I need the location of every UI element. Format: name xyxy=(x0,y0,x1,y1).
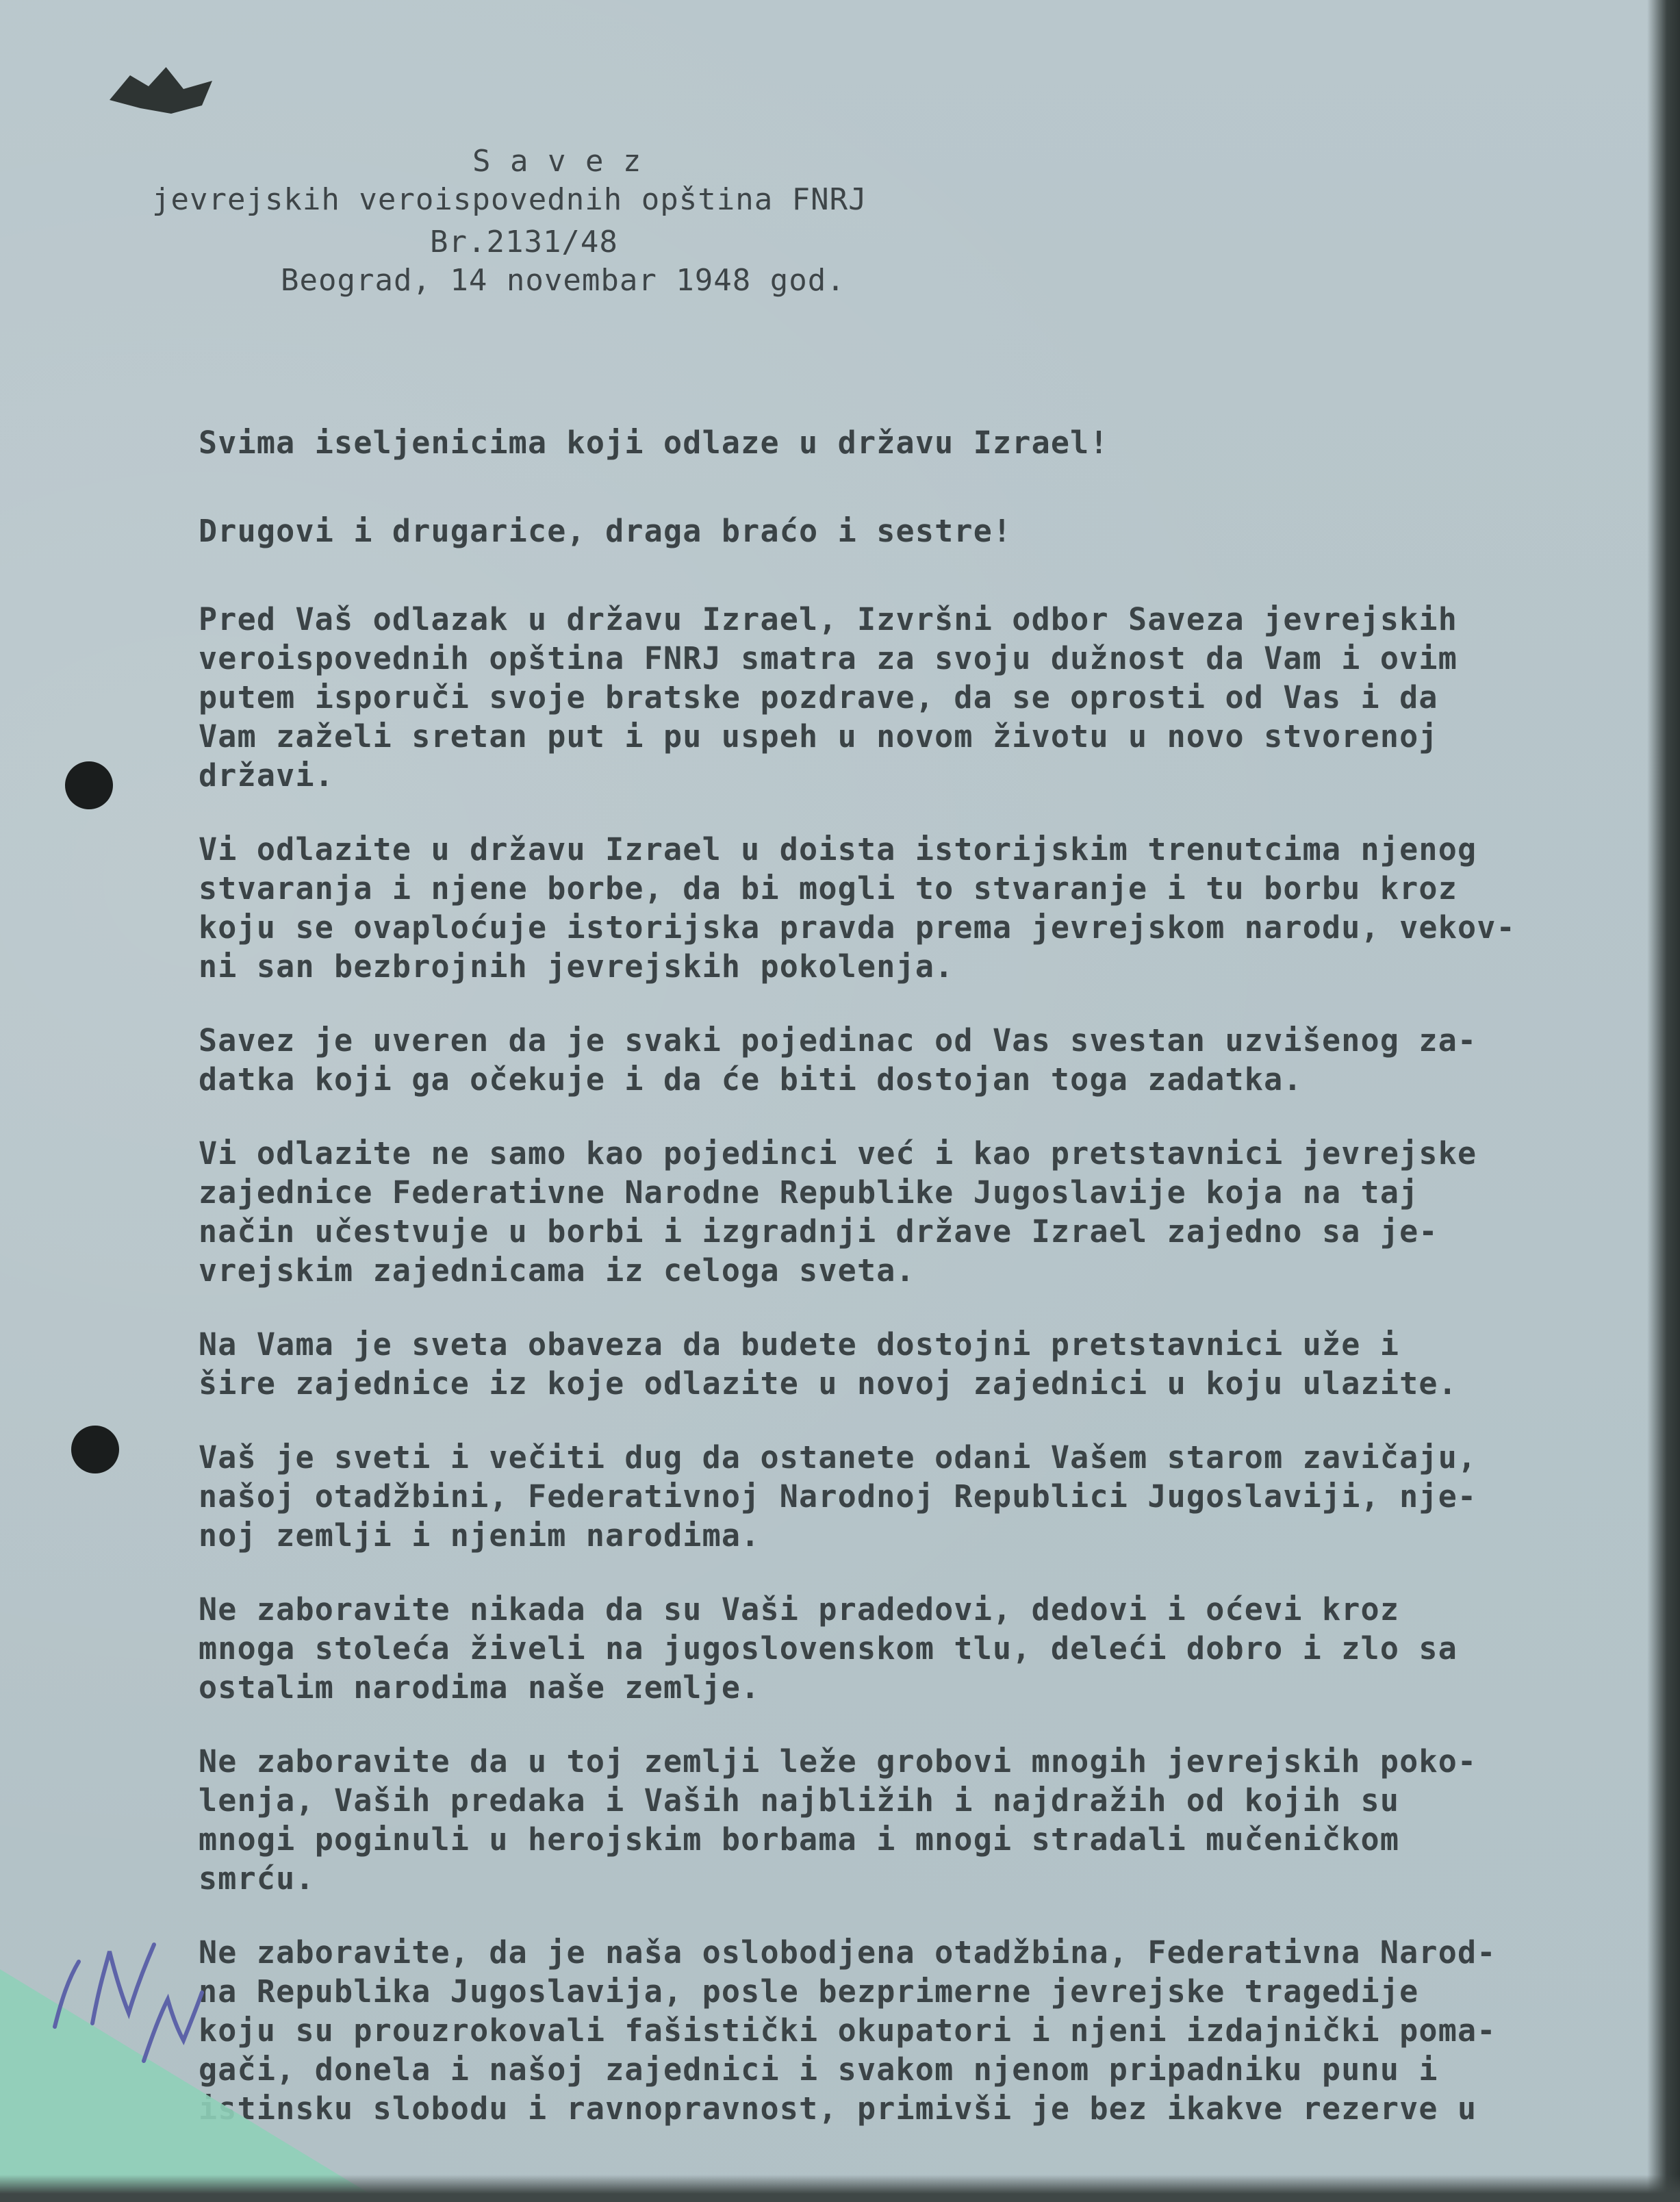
paragraph: Na Vama je sveta obaveza da budete dostojni pretstavnici uže i šire zajednice iz koje odlazite u novoj zajednici u koju ulazite. xyxy=(199,1326,1458,1402)
paragraph: Savez je uveren da je svaki pojedinac od Vas svestan uzvišenog za- datka koji ga očekuje i da će biti dostojan toga zadatka. xyxy=(199,1022,1477,1098)
paragraph: Pred Vaš odlazak u državu Izrael, Izvršni odbor Saveza jevrejskih veroispovednih opština FNRJ smatra za svoju dužnost da Vam i ovim putem isporuči svoje bratske pozdrave, da se oprosti od Vas i da Vam zaželi sretan put i pu uspeh u novom životu u novo stvorenoj državi. xyxy=(199,601,1458,794)
letter-body xyxy=(199,423,1609,2128)
handwritten-initials xyxy=(27,1897,219,2088)
paragraph: Vaš je sveti i večiti dug da ostanete odani Vašem starom zavičaju, našoj otadžbini, Federativnoj Narodnoj Republici Jugoslaviji, nje- noj zemlji i njenim narodima. xyxy=(199,1439,1477,1554)
punch-hole xyxy=(65,761,113,809)
paragraph: Vi odlazite u državu Izrael u doista istorijskim trenutcima njenog stvaranja i njene borbe, da bi mogli to stvaranje i tu borbu kroz koju se ovaploćuje istorijska pravda prema jevrejskom narodu, vekov- ni san bezbrojnih jevrejskih pokolenja. xyxy=(199,831,1516,985)
greeting: Drugovi i drugarice, draga braćo i sestre! xyxy=(199,513,1013,549)
organization-subtitle: jevrejskih veroispovednih opština FNRJ xyxy=(152,182,867,217)
salutation: Svima iseljenicima koji odlaze u državu Izrael! xyxy=(199,425,1109,461)
torn-corner xyxy=(110,62,212,116)
punch-hole xyxy=(71,1426,119,1473)
paragraph: Ne zaboravite, da je naša oslobodjena otadžbina, Federativna Narod- na Republika Jugoslavija, posle bezprimerne jevrejske tragedije koju su prouzrokovali fašistički okupatori i njeni izdajnički poma- gači, donela i našoj zajednici i svakom njenom pripadniku punu i istinsku slobodu i ravnopravnost, primivši je bez ikakve rezerve u xyxy=(199,1934,1497,2127)
scan-edge xyxy=(1647,0,1680,2202)
date-line: Beograd, 14 novembar 1948 god. xyxy=(281,263,845,298)
paragraph: Ne zaboravite nikada da su Vaši pradedovi, dedovi i oćevi kroz mnoga stoleća živeli na jugoslovenskom tlu, deleći dobro i zlo sa ostalim narodima naše zemlje. xyxy=(199,1591,1458,1706)
reference-number: Br.2131/48 xyxy=(430,225,618,260)
scan-edge xyxy=(0,2175,1680,2202)
paragraph: Vi odlazite ne samo kao pojedinci već i kao pretstavnici jevrejske zajednice Federativne Narodne Republike Jugoslavije koja na taj način učestvuje u borbi i izgradnji države Izrael zajedno sa je- vrejskim zajednicama iz celoga sveta. xyxy=(199,1135,1477,1289)
paragraph: Ne zaboravite da u toj zemlji leže grobovi mnogih jevrejskih poko- lenja, Vaših predaka i Vaših najbližih i najdražih od kojih su mnogi poginuli u herojskim borbama i mnogi stradali mučeničkom smrću. xyxy=(199,1743,1477,1897)
organization-name: S a v e z xyxy=(472,144,642,179)
